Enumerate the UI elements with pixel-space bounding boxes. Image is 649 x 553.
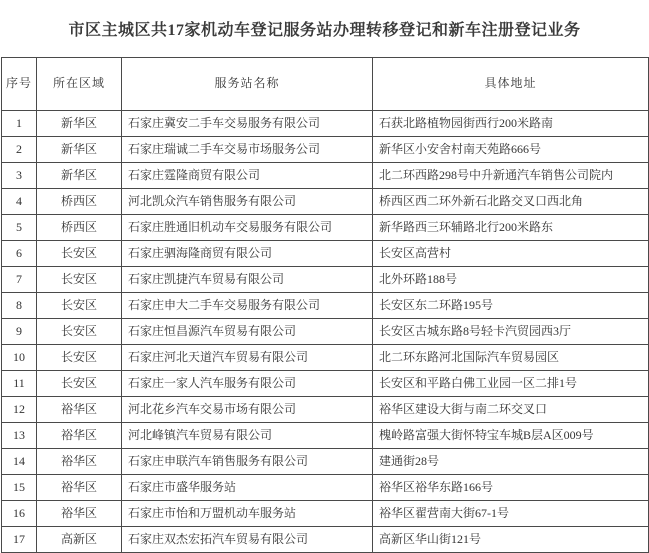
cell-serial: 8 — [2, 293, 37, 319]
cell-address: 新华区小安舍村南天苑路666号 — [373, 137, 649, 163]
cell-serial: 6 — [2, 241, 37, 267]
cell-district: 裕华区 — [37, 475, 122, 501]
table-row — [2, 449, 649, 475]
table-row — [2, 501, 649, 527]
cell-serial: 13 — [2, 423, 37, 449]
table-row — [2, 137, 649, 163]
column-header-serial: 序号 — [2, 58, 37, 111]
cell-serial: 4 — [2, 189, 37, 215]
cell-serial: 2 — [2, 137, 37, 163]
cell-address: 裕华区翟营南大街67-1号 — [373, 501, 649, 527]
cell-serial: 5 — [2, 215, 37, 241]
title-bar — [0, 0, 649, 57]
cell-serial: 17 — [2, 527, 37, 553]
table-row — [2, 345, 649, 371]
cell-serial: 15 — [2, 475, 37, 501]
cell-address: 石获北路植物园街西行200米路南 — [373, 111, 649, 137]
cell-station: 石家庄申联汽车销售服务有限公司 — [122, 449, 373, 475]
cell-station: 石家庄恒昌源汽车贸易有限公司 — [122, 319, 373, 345]
table-row — [2, 163, 649, 189]
cell-district: 高新区 — [37, 527, 122, 553]
cell-station: 石家庄河北天道汽车贸易有限公司 — [122, 345, 373, 371]
cell-serial: 11 — [2, 371, 37, 397]
cell-address: 长安区高营村 — [373, 241, 649, 267]
table-row — [2, 189, 649, 215]
cell-address: 北外环路188号 — [373, 267, 649, 293]
cell-serial: 14 — [2, 449, 37, 475]
cell-serial: 16 — [2, 501, 37, 527]
table-row — [2, 371, 649, 397]
cell-station: 石家庄凯捷汽车贸易有限公司 — [122, 267, 373, 293]
cell-district: 裕华区 — [37, 501, 122, 527]
cell-serial: 1 — [2, 111, 37, 137]
column-header-address: 具体地址 — [373, 58, 649, 111]
cell-address: 长安区东二环路195号 — [373, 293, 649, 319]
cell-address: 长安区古城东路8号轻卡汽贸园西3厅 — [373, 319, 649, 345]
header-row — [2, 58, 649, 111]
cell-address: 裕华区裕华东路166号 — [373, 475, 649, 501]
cell-station: 石家庄冀安二手车交易服务有限公司 — [122, 111, 373, 137]
cell-address: 北二环东路河北国际汽车贸易园区 — [373, 345, 649, 371]
table-row — [2, 319, 649, 345]
table-row — [2, 527, 649, 553]
cell-station: 石家庄驷海隆商贸有限公司 — [122, 241, 373, 267]
cell-station: 石家庄市盛华服务站 — [122, 475, 373, 501]
cell-station: 河北凯众汽车销售服务有限公司 — [122, 189, 373, 215]
cell-district: 长安区 — [37, 293, 122, 319]
cell-address: 桥西区西二环外新石北路交叉口西北角 — [373, 189, 649, 215]
table-row — [2, 241, 649, 267]
cell-district: 长安区 — [37, 371, 122, 397]
cell-address: 长安区和平路白佛工业园一区二排1号 — [373, 371, 649, 397]
cell-serial: 10 — [2, 345, 37, 371]
table-row — [2, 423, 649, 449]
cell-station: 石家庄瑞诚二手车交易市场服务公司 — [122, 137, 373, 163]
cell-station: 河北花乡汽车交易市场有限公司 — [122, 397, 373, 423]
cell-station: 石家庄一家人汽车服务有限公司 — [122, 371, 373, 397]
cell-district: 长安区 — [37, 241, 122, 267]
table-row — [2, 397, 649, 423]
cell-station: 石家庄霆隆商贸有限公司 — [122, 163, 373, 189]
cell-serial: 12 — [2, 397, 37, 423]
column-header-station: 服务站名称 — [122, 58, 373, 111]
cell-district: 新华区 — [37, 111, 122, 137]
column-header-district: 所在区域 — [37, 58, 122, 111]
cell-district: 长安区 — [37, 319, 122, 345]
cell-serial: 9 — [2, 319, 37, 345]
cell-address: 裕华区建设大街与南二环交叉口 — [373, 397, 649, 423]
table-row — [2, 215, 649, 241]
cell-station: 石家庄市怡和万盟机动车服务站 — [122, 501, 373, 527]
cell-district: 长安区 — [37, 345, 122, 371]
table-row — [2, 267, 649, 293]
cell-station: 石家庄胜通旧机动车交易服务有限公司 — [122, 215, 373, 241]
cell-district: 裕华区 — [37, 397, 122, 423]
cell-address: 建通街28号 — [373, 449, 649, 475]
table-row — [2, 475, 649, 501]
cell-station: 河北峰镇汽车贸易有限公司 — [122, 423, 373, 449]
cell-station: 石家庄双杰宏拓汽车贸易有限公司 — [122, 527, 373, 553]
cell-address: 北二环西路298号中升新通汽车销售公司院内 — [373, 163, 649, 189]
cell-district: 新华区 — [37, 163, 122, 189]
table-row — [2, 293, 649, 319]
cell-district: 裕华区 — [37, 449, 122, 475]
station-table — [1, 57, 649, 553]
cell-district: 桥西区 — [37, 215, 122, 241]
cell-district: 裕华区 — [37, 423, 122, 449]
cell-address: 槐岭路富强大街怀特宝车城B层A区009号 — [373, 423, 649, 449]
page-title: 市区主城区共17家机动车登记服务站办理转移登记和新车注册登记业务 — [68, 22, 581, 39]
cell-station: 石家庄申大二手车交易服务有限公司 — [122, 293, 373, 319]
cell-serial: 3 — [2, 163, 37, 189]
cell-address: 新华路西三环辅路北行200米路东 — [373, 215, 649, 241]
cell-serial: 7 — [2, 267, 37, 293]
cell-district: 新华区 — [37, 137, 122, 163]
cell-district: 桥西区 — [37, 189, 122, 215]
table-row — [2, 111, 649, 137]
cell-district: 长安区 — [37, 267, 122, 293]
cell-address: 高新区华山街121号 — [373, 527, 649, 553]
